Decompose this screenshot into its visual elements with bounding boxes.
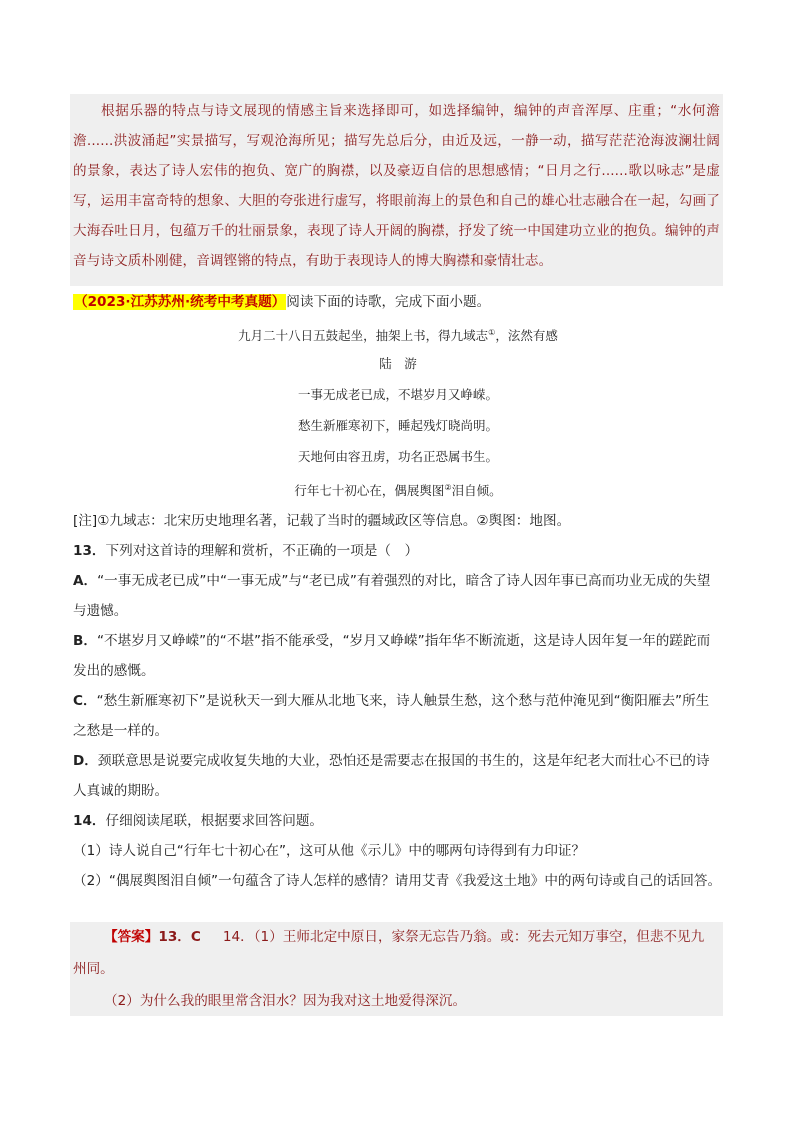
reading-instruction: 阅读下面的诗歌，完成下面小题。 xyxy=(286,294,491,310)
question-14-text: 仔细阅读尾联，根据要求回答问题。 xyxy=(105,813,324,829)
option-d-label: D． xyxy=(73,753,98,769)
questions-section xyxy=(73,510,723,892)
answer-14-part1-line2: 州同。 xyxy=(73,961,114,977)
option-c-text-2: 之愁是一样的。 xyxy=(73,723,169,739)
poem-line-4 xyxy=(73,477,723,508)
option-b xyxy=(73,630,723,652)
analysis-line-4: 运用丰富奇特的想象、大胆的夸张进行虚写，将眼前海上的景色和自己的雄心壮志融合在一起，勾画了大 xyxy=(73,193,721,239)
poem-line-4-text-2: 泪自倾。 xyxy=(451,483,502,498)
poem-line-2: 愁生新雁寒初下，睡起残灯晓尚明。 xyxy=(297,418,498,433)
answer-13: 13．C xyxy=(158,929,201,945)
question-14-sub-1: （1）诗人说自己“行年七十初心在”，这可从他《示儿》中的哪两句诗得到有力印证？ xyxy=(73,843,586,859)
analysis-paragraph xyxy=(70,94,723,276)
analysis-line-2: 澹......洪波涌起”实景描写，写观沧海所见；描写先总后分，由近及远，一静一动，描写茫茫沧海波澜壮阔的 xyxy=(73,133,720,179)
analysis-line-3: 景象，表达了诗人宏伟的抱负、宽广的胸襟，以及豪迈自信的思想感情；“日月之行......歌以咏志”是虚写， xyxy=(73,163,720,209)
option-c xyxy=(73,690,723,712)
question-13-number: 13． xyxy=(73,543,106,559)
option-d-text-2: 人真诚的期盼。 xyxy=(73,783,169,799)
poem xyxy=(73,322,723,508)
analysis-line-1: 根据乐器的特点与诗文展现的情感主旨来选择即可，如选择编钟，编钟的声音浑厚、庄重；“水何澹 xyxy=(101,103,720,119)
answer-row-1 xyxy=(70,926,723,948)
answer-label: 【答案】 xyxy=(104,929,159,945)
answer-14-part1-line1: 14．（1）王师北定中原日，家祭无忘告乃翁。或：死去元知万事空，但悲不见九 xyxy=(222,929,705,945)
question-13-stem xyxy=(73,540,723,562)
question-13-text: 下列对这首诗的理解和赏析，不正确的一项是（ ） xyxy=(105,543,419,559)
exam-source-tag: （2023·江苏苏州·统考中考真题） xyxy=(74,294,286,310)
poem-author: 陆 游 xyxy=(379,356,417,371)
poem-title-text-2: ，泫然有感 xyxy=(495,328,558,343)
option-a xyxy=(73,570,723,592)
option-a-label: A． xyxy=(73,573,98,589)
option-d-text-1: 颈联意思是说要完成收复失地的大业，恐怕还是需要志在报国的书生的，这是年纪老大而壮心不已的诗 xyxy=(97,753,710,769)
poem-line-4-note-mark: ② xyxy=(444,483,452,492)
option-b-label: B． xyxy=(73,633,97,649)
poem-title xyxy=(73,322,723,353)
question-14-sub-2: （2）“偶展舆图泪自倾”一句蕴含了诗人怎样的感情？请用艾青《我爱这土地》中的两句诗或自己的话回答。 xyxy=(73,873,722,889)
poem-line-4-text-1: 行年七十初心在，偶展舆图 xyxy=(294,483,445,498)
analysis-line-6: 音与诗文质朴刚健，音调铿锵的特点，有助于表现诗人的博大胸襟和豪情壮志。 xyxy=(73,253,553,269)
poem-notes: [注]①九域志：北宋历史地理名著，记载了当时的疆域政区等信息。②舆图：地图。 xyxy=(73,513,571,529)
answer-14-part2: （2）为什么我的眼里常含泪水？因为我对这土地爱得深沉。 xyxy=(104,993,467,1009)
option-a-text-1: “一事无成老已成”中“一事无成”与“老已成”有着强烈的对比，暗含了诗人因年事已高而功业无成的失望 xyxy=(97,573,711,589)
poem-title-text-1: 九月二十八日五鼓起坐，抽架上书，得九域志 xyxy=(238,328,489,343)
poem-line-1: 一事无成老已成，不堪岁月又峥嵘。 xyxy=(297,387,498,402)
option-a-text-2: 与遗憾。 xyxy=(73,603,128,619)
answer-block xyxy=(70,922,723,1016)
option-c-text-1: “愁生新雁寒初下”是说秋天一到大雁从北地飞来，诗人触景生愁，这个愁与范仲淹见到“衡阳雁去”所生 xyxy=(96,693,710,709)
poem-title-note-mark: ① xyxy=(488,328,496,337)
option-b-text-1: “不堪岁月又峥嵘”的“不堪”指不能承受，“岁月又峥嵘”指年华不断流逝，这是诗人因年复一年的蹉跎而 xyxy=(96,633,711,649)
question-14-stem xyxy=(73,810,723,832)
poem-line-3: 天地何由容丑虏，功名正恐属书生。 xyxy=(297,449,498,464)
analysis-line-5: 海吞吐日月，包蕴万千的壮丽景象，表现了诗人开阔的胸襟，抒发了统一中国建功立业的抱负。编钟的声 xyxy=(86,223,720,239)
option-c-label: C． xyxy=(73,693,97,709)
source-line xyxy=(73,291,723,313)
analysis-block xyxy=(70,94,723,286)
question-14-number: 14． xyxy=(73,813,106,829)
option-d xyxy=(73,750,723,772)
option-b-text-2: 发出的感慨。 xyxy=(73,663,155,679)
